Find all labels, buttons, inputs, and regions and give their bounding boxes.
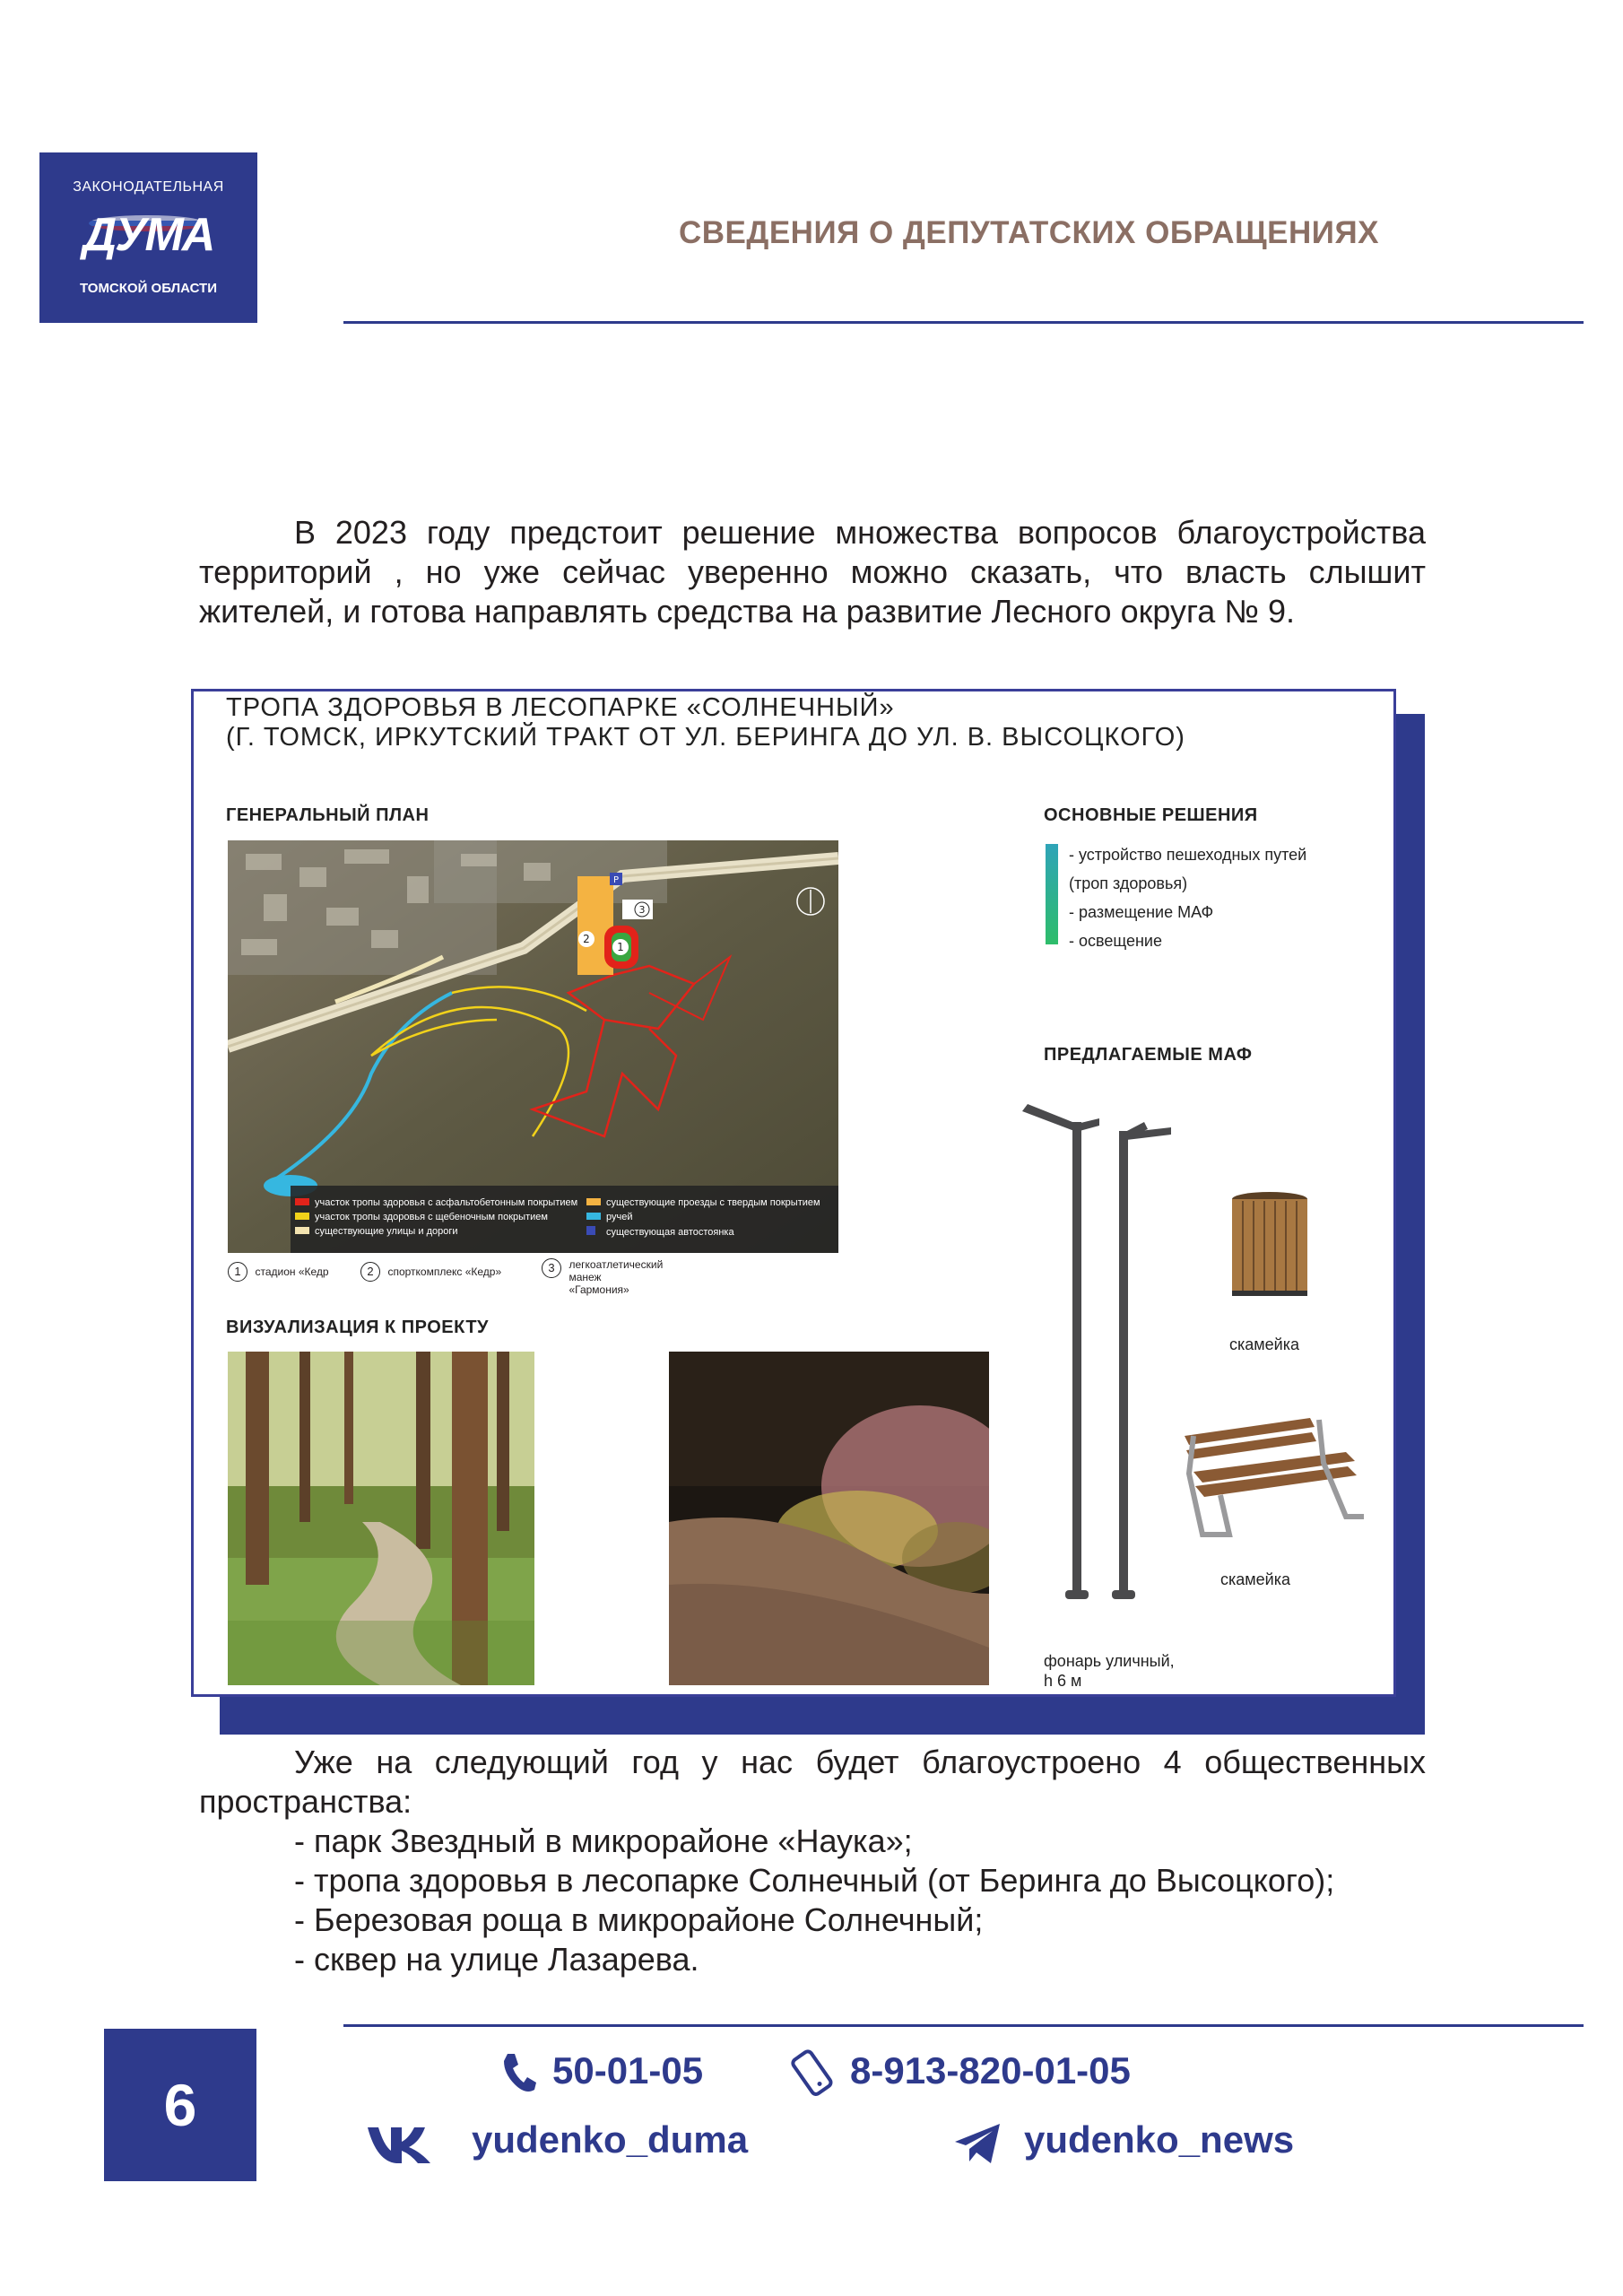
proposed-maf-label: ПРЕДЛАГАЕМЫЕ МАФ [1044,1045,1253,1065]
urn-image [1229,1190,1310,1298]
urn-label: скамейка [1229,1335,1300,1353]
aerial-map-image [228,840,838,1253]
place-name: спорткомплекс «Кедр» [387,1265,502,1279]
general-plan-map [228,840,838,1253]
place-number: 1 [228,1262,247,1282]
place-item [360,1262,501,1282]
phone-number[interactable]: 50-01-05 [552,2049,704,2092]
vk-handle[interactable]: yudenko_duma [472,2118,749,2161]
list-item: - тропа здоровья в лесопарке Солнечный (от Беринга до Высоцкого); [294,1862,1335,1899]
visualization-photo-forest-path [228,1352,534,1685]
intro-text: В 2023 году предстоит решение множества вопросов благоустройства территорий , но уже сейчас уверенно можно сказать, что власть слышит жителей, и готова направлять средства на развитие Лесного округа № 9. [199,514,1426,630]
logo-line3: ТОМСКОЙ ОБЛАСТИ [79,281,218,296]
legend-item: существующие улицы и дороги [315,1226,458,1237]
public-spaces-list [294,1822,1334,1979]
map-marker-3: 3 [638,904,646,916]
legend-swatch [586,1213,601,1220]
map-legend-left [295,1197,577,1237]
legend-item: участок тропы здоровья с щебеночным покрытием [315,1212,548,1222]
footer-divider [343,2024,1584,2027]
map-marker-parking: P [612,875,620,885]
next-year-text: Уже на следующий год у нас будет благоустроено 4 общественных пространства: [199,1744,1426,1820]
next-year-paragraph [199,1743,1426,1822]
mobile-number[interactable]: 8-913-820-01-05 [850,2049,1131,2092]
place-number: 3 [542,1258,561,1278]
lamp-label [1044,1651,1175,1691]
map-marker-2: 2 [583,933,590,945]
lamp-label-line1: фонарь уличный, [1044,1652,1175,1670]
solution-item: (троп здоровья) [1069,874,1188,892]
bench-label: скамейка [1220,1570,1291,1588]
legend-item: существующие проезды с твердым покрытием [606,1197,820,1208]
legend-item: участок тропы здоровья с асфальтобетонным покрытием [315,1197,578,1208]
solutions-list [1069,840,1306,955]
telegram-icon [953,2122,1003,2165]
header-divider [343,321,1584,324]
legend-swatch [295,1227,309,1234]
visualization-photo-night-path [669,1352,989,1685]
place-item [542,1258,664,1298]
poster-title [226,693,1185,752]
visualization-label: ВИЗУАЛИЗАЦИЯ К ПРОЕКТУ [226,1318,489,1337]
telegram-handle[interactable]: yudenko_news [1024,2118,1295,2161]
map-legend-right [586,1197,820,1238]
mobile-phone-icon [789,2048,836,2099]
bench-image [1167,1409,1364,1544]
poster-title-line2: (Г. ТОМСК, ИРКУТСКИЙ ТРАКТ ОТ УЛ. БЕРИНГА ДО УЛ. В. ВЫСОЦКОГО) [226,723,1185,752]
place-name: легкоатлетический манеж «Гармония» [568,1258,664,1296]
list-item: - Березовая роща в микрорайоне Солнечный; [294,1901,984,1938]
place-number: 2 [360,1262,380,1282]
logo-line1: ЗАКОНОДАТЕЛЬНАЯ [73,179,224,195]
list-item: - сквер на улице Лазарева. [294,1941,699,1978]
solution-item: - освещение [1069,932,1163,950]
solution-item: - устройство пешеходных путей [1069,846,1307,864]
list-item: - парк Звездный в микрорайоне «Наука»; [294,1822,913,1859]
page-number: 6 [104,2029,256,2181]
intro-paragraph [199,513,1426,631]
logo-line2: ДУМА [82,209,214,261]
poster-title-line1: ТРОПА ЗДОРОВЬЯ В ЛЕСОПАРКЕ «СОЛНЕЧНЫЙ» [226,693,895,722]
page-header-title: СВЕДЕНИЯ О ДЕПУТАТСКИХ ОБРАЩЕНИЯХ [679,215,1379,250]
vk-icon [366,2124,438,2165]
place-name: стадион «Кедр [255,1265,329,1279]
legend-item: ручей [606,1212,633,1222]
legend-swatch [295,1198,309,1205]
project-poster [191,689,1396,1697]
map-marker-1: 1 [617,941,624,953]
place-item [228,1262,329,1282]
duma-logo [39,152,257,323]
solution-item: - размещение МАФ [1069,903,1214,921]
main-solutions-label: ОСНОВНЫЕ РЕШЕНИЯ [1044,805,1258,825]
general-plan-label: ГЕНЕРАЛЬНЫЙ ПЛАН [226,805,430,825]
phone-icon [499,2050,538,2095]
lamp-label-line2: h 6 м [1044,1672,1082,1690]
legend-item: существующая автостоянка [606,1227,734,1238]
solutions-color-bar [1046,844,1058,944]
legend-swatch [295,1213,309,1220]
legend-swatch [586,1226,595,1235]
places-legend [228,1258,730,1296]
legend-swatch [586,1198,601,1205]
